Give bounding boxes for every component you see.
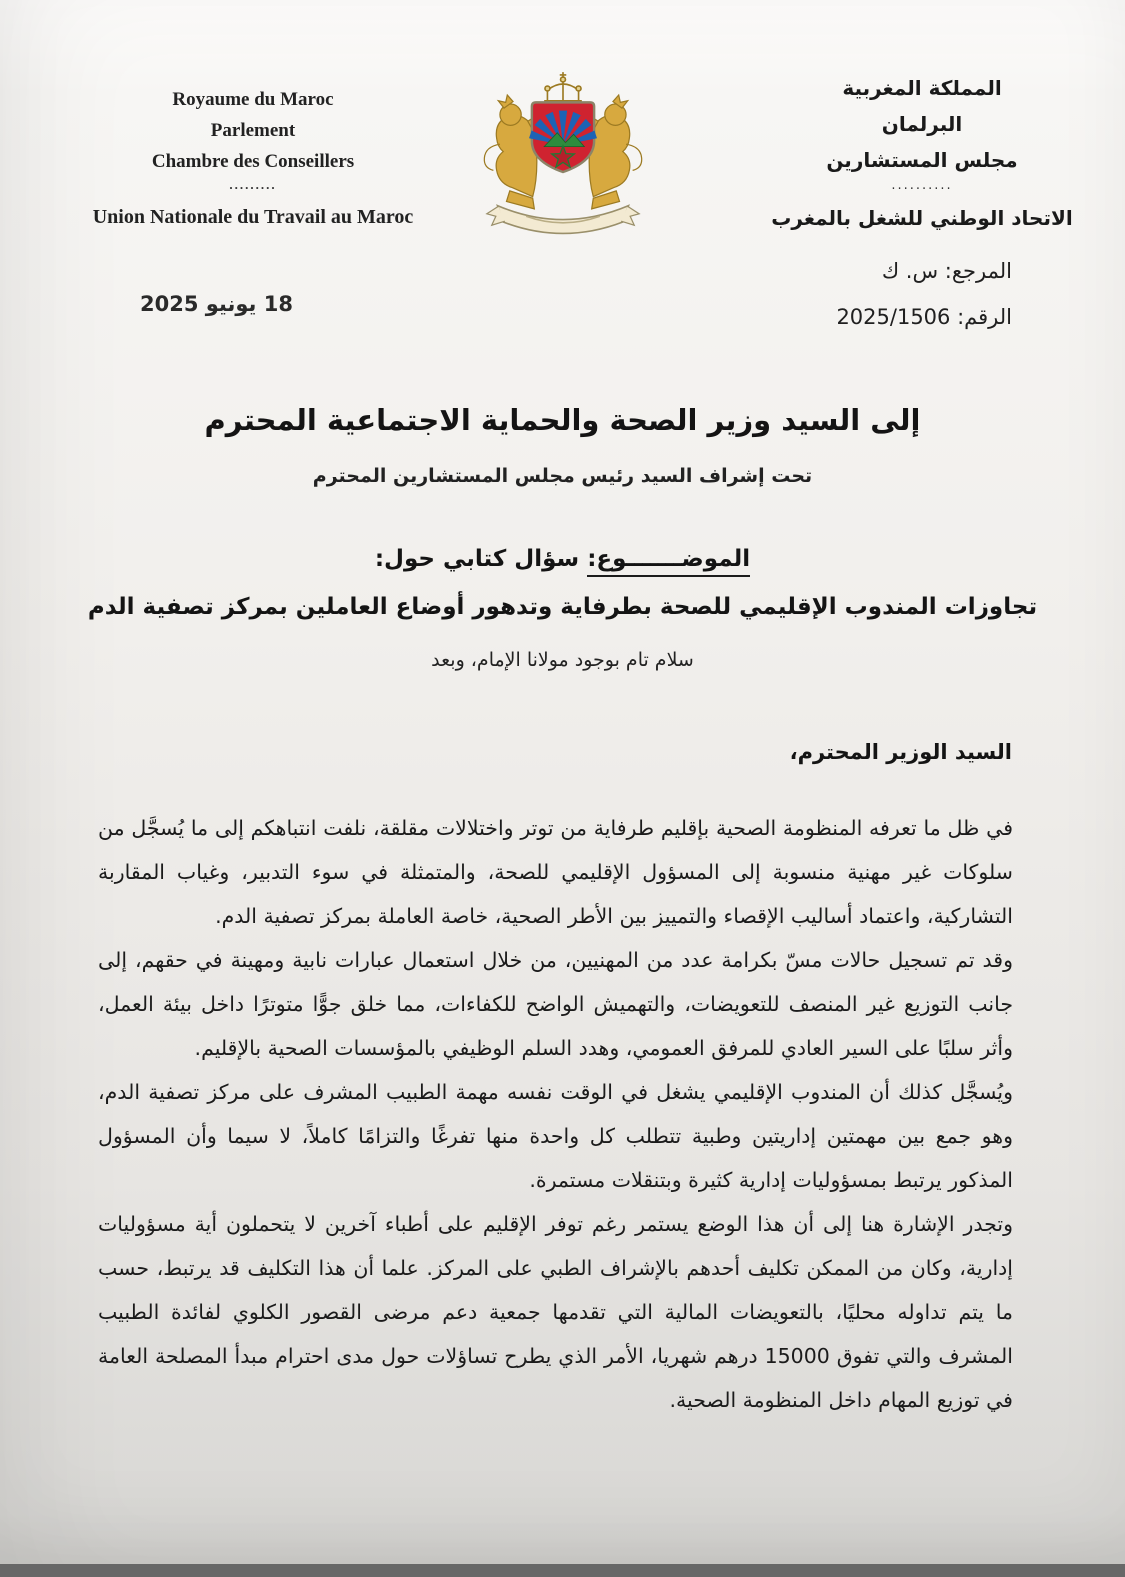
subject-topic: تجاوزات المندوب الإقليمي للصحة بطرفاية وتدهور أوضاع العاملين بمركز تصفية الدم — [87, 594, 1038, 620]
letter-date: 18 يونيو 2025 — [140, 292, 293, 316]
subject-line — [0, 546, 1125, 572]
salutation: السيد الوزير المحترم، — [789, 740, 1012, 764]
subject-label: الموضـــــــوع: — [587, 546, 750, 577]
body-paragraph: ويُسجَّل كذلك أن المندوب الإقليمي يشغل في الوقت نفسه مهمة الطبيب المشرف على مركز تصفية الدم، وهو جمع بين مهمتين إداريتين وطبية تتطلب كل واحدة منها تفرغًا والتزامًا كاملاً، لا سيما وأن المسؤول المذكور يرتبط بمسؤوليات إدارية كثيرة وبتنقلات مستمرة. — [98, 1080, 1013, 1192]
letterhead-fr-parliament: Parlement — [210, 120, 296, 141]
reference-block — [836, 248, 1012, 340]
body-paragraph: وقد تم تسجيل حالات مسّ بكرامة عدد من المهنيين، من خلال استعمال عبارات نابية ومهينة في حقهم، إلى جانب التوزيع غير المنصف للتعويضات، والتهميش الواضح للكفاءات، مما خلق جوًّا متوترًا داخل بيئة العمل، وأثر سلبًا على السير العادي للمرفق العمومي، وهدد السلم الوظيفي بالمؤسسات الصحية بالإقليم. — [98, 948, 1013, 1060]
recipient-title: إلى السيد وزير الصحة والحماية الاجتماعية المحترم — [204, 403, 921, 437]
letterhead-ar-chamber: مجلس المستشارين — [826, 148, 1018, 172]
letter-body — [98, 806, 1013, 1422]
letterhead-ar-parliament: البرلمان — [881, 112, 963, 136]
number-line: الرقم: 2025/1506 — [836, 305, 1012, 329]
photo-edge — [0, 1564, 1125, 1577]
body-paragraph: وتجدر الإشارة هنا إلى أن هذا الوضع يستمر رغم توفر الإقليم على أطباء آخرين لا يتحملون أية مسؤوليات إدارية، وكان من الممكن تكليف أحدهم بالإشراف الطبي على المركز. علما أن هذا التكليف قد يرتبط، حسب ما يتم تداوله محليًا، بالتعويضات المالية التي تقدمها جمعية دعم مرضى القصور الكلوي لفائدة الطبيب المشرف والتي تفوق 15000 درهم شهريا، الأمر الذي يطرح تساؤلات حول مدى احترام مبدأ المصلحة العامة في توزيع المهام داخل المنظومة الصحية. — [98, 1212, 1013, 1412]
letterhead-ar-kingdom: المملكة المغربية — [842, 76, 1002, 100]
letterhead-fr-chamber: Chambre des Conseillers — [151, 151, 355, 172]
letterhead-fr-union: Union Nationale du Travail au Maroc — [92, 206, 414, 228]
letterhead-ar-separator: .......... — [891, 178, 953, 193]
letterhead-french — [78, 84, 428, 233]
letterhead-ar-union: الاتحاد الوطني للشغل بالمغرب — [771, 206, 1073, 230]
reference-line: المرجع: س. ك — [881, 259, 1012, 283]
opening-greeting: سلام تام بوجود مولانا الإمام، وبعد — [431, 649, 694, 671]
supervision-subtitle: تحت إشراف السيد رئيس مجلس المستشارين المحترم — [312, 465, 813, 487]
body-paragraph: في ظل ما تعرفه المنظومة الصحية بإقليم طرفاية من توتر واختلالات مقلقة، نلفت انتباهكم إلى ما يُسجَّل من سلوكات غير مهنية منسوبة إلى المسؤول الإقليمي للصحة، والمتمثلة في سوء التدبير، وغياب المقاربة التشاركية، واعتماد أساليب الإقصاء والتمييز بين الأطر الصحية، خاصة العاملة بمركز تصفية الدم. — [98, 816, 1013, 928]
letterhead-arabic — [767, 70, 1077, 236]
subject-intro: سؤال كتابي حول: — [374, 546, 580, 572]
moroccan-coat-of-arms-icon — [468, 68, 658, 240]
letterhead-fr-separator: ......... — [229, 177, 277, 192]
letterhead-fr-kingdom: Royaume du Maroc — [172, 89, 334, 110]
